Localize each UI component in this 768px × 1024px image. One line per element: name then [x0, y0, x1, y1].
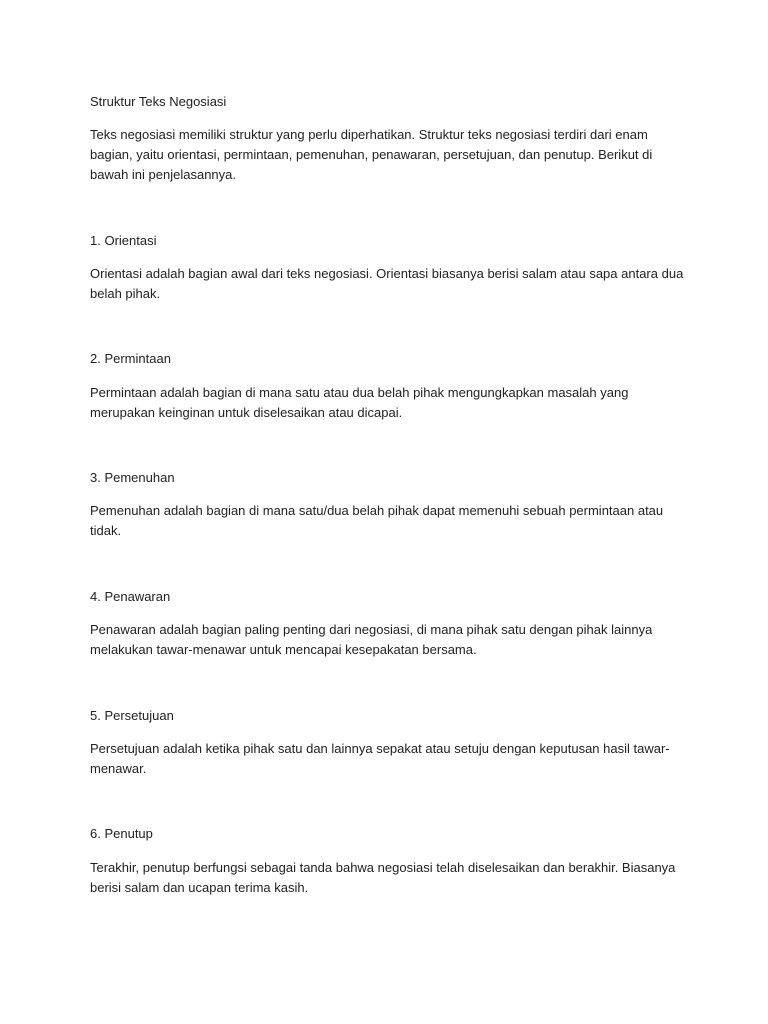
section-heading-persetujuan: 5. Persetujuan	[90, 708, 174, 723]
section-heading-penutup: 6. Penutup	[90, 826, 153, 841]
section-body-penutup: Terakhir, penutup berfungsi sebagai tanda bahwa negosiasi telah diselesaikan dan berakhir. Biasanya berisi salam dan ucapan terima kasih.	[90, 860, 676, 895]
section-body-pemenuhan: Pemenuhan adalah bagian di mana satu/dua belah pihak dapat memenuhi sebuah permintaan atau tidak.	[90, 503, 664, 538]
section-heading-permintaan: 2. Permintaan	[90, 351, 171, 366]
section-body-permintaan: Permintaan adalah bagian di mana satu atau dua belah pihak mengungkapkan masalah yang merupakan keinginan untuk diselesaikan atau dicapai.	[90, 385, 629, 420]
section-heading-penawaran: 4. Penawaran	[90, 589, 171, 604]
section-body-orientasi: Orientasi adalah bagian awal dari teks negosiasi. Orientasi biasanya berisi salam atau sapa antara dua belah pihak.	[90, 266, 684, 301]
section-body-penawaran: Penawaran adalah bagian paling penting dari negosiasi, di mana pihak satu dengan pihak lainnya melakukan tawar-menawar untuk mencapai kesepakatan bersama.	[90, 622, 653, 657]
intro-paragraph: Teks negosiasi memiliki struktur yang perlu diperhatikan. Struktur teks negosiasi terdiri dari enam bagian, yaitu orientasi, permintaan, pemenuhan, penawaran, persetujuan, dan penutup. Berikut di bawah ini penjelasannya.	[90, 127, 653, 182]
document-title: Struktur Teks Negosiasi	[90, 94, 227, 109]
section-body-persetujuan: Persetujuan adalah ketika pihak satu dan lainnya sepakat atau setuju dengan keputusan hasil tawar-menawar.	[90, 741, 670, 776]
section-heading-pemenuhan: 3. Pemenuhan	[90, 470, 175, 485]
section-heading-orientasi: 1. Orientasi	[90, 233, 157, 248]
